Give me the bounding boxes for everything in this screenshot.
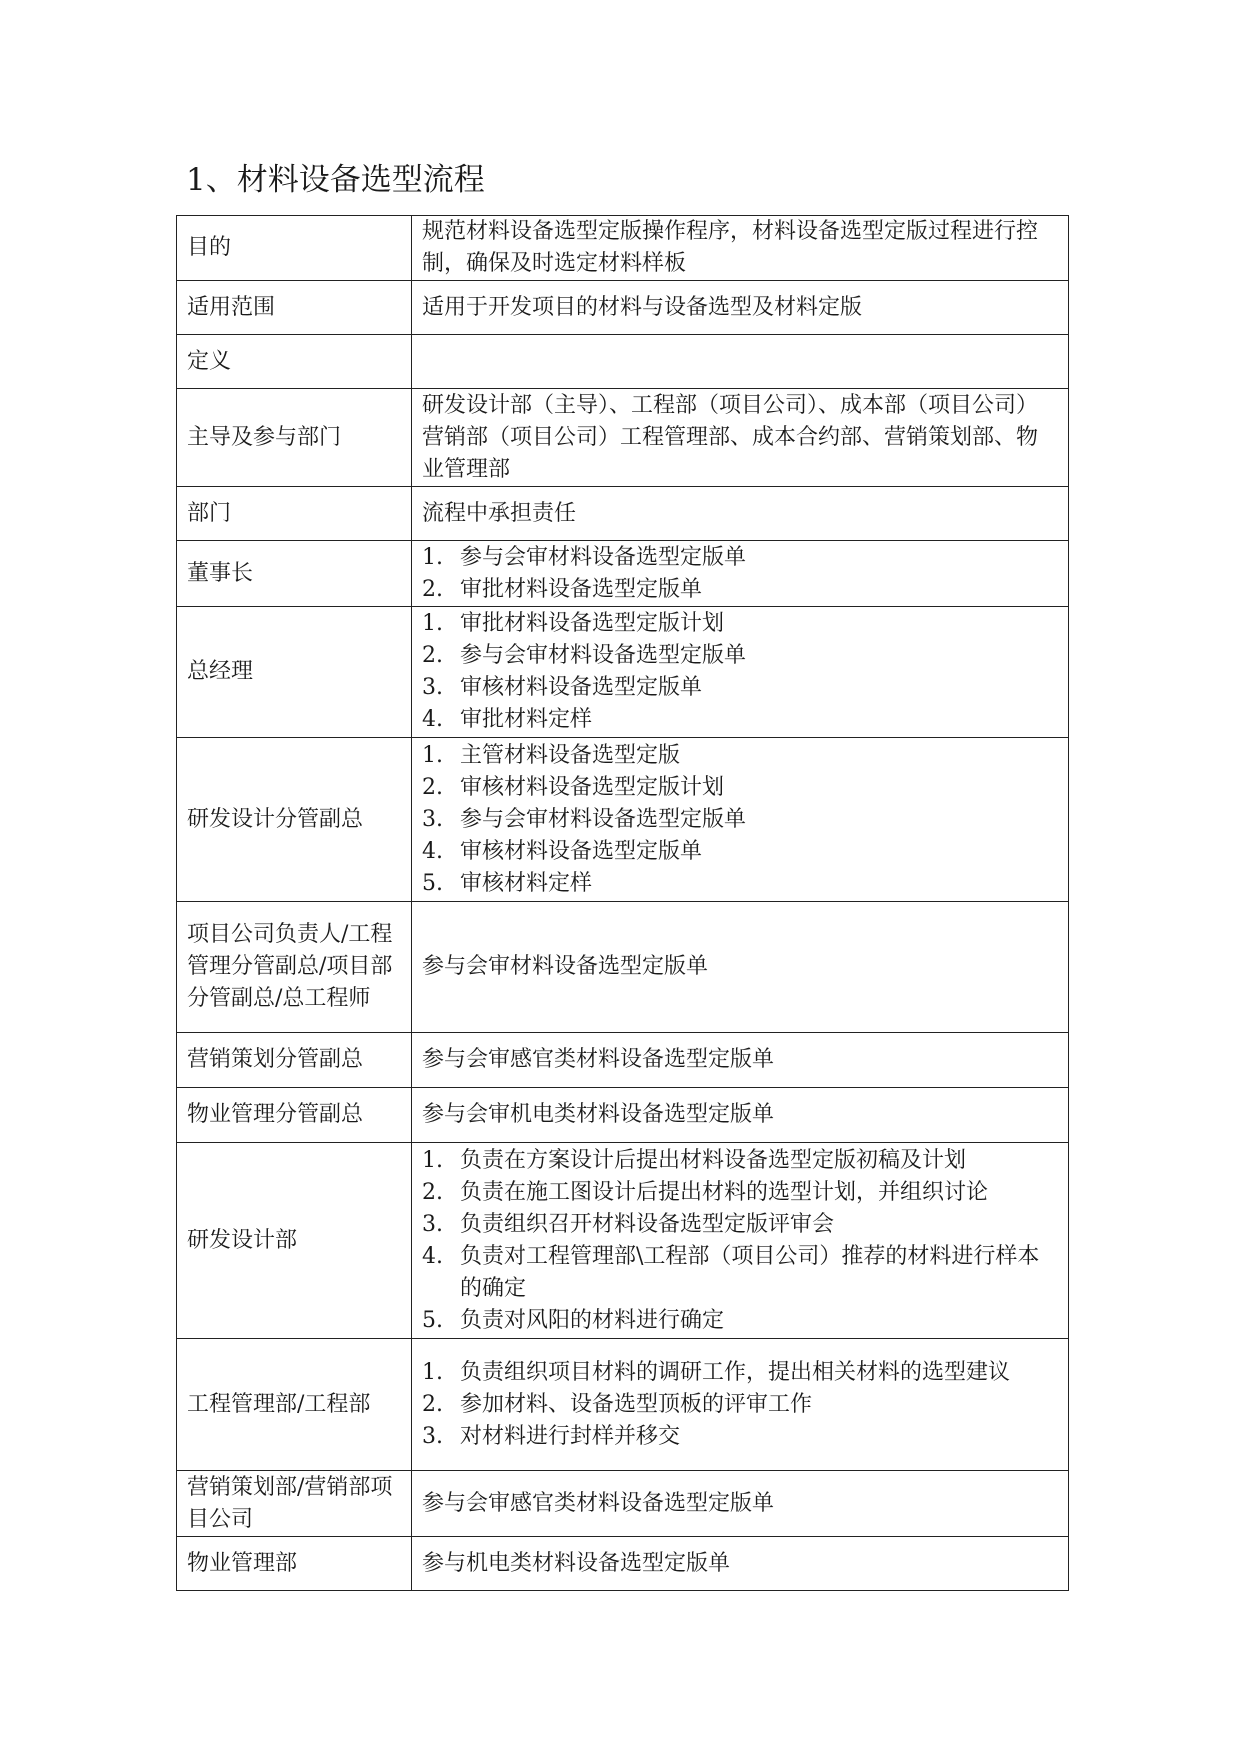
list-item (422, 672, 1058, 704)
list-item (422, 542, 1058, 574)
row-content: 研发设计部（主导）、工程部（项目公司）、成本部（项目公司）营销部（项目公司）工程管理部、成本合约部、营销策划部、物业管理部 (412, 389, 1069, 487)
list-number: 1. (422, 544, 443, 570)
row-label: 主导及参与部门 (177, 389, 412, 487)
list-text: 审核材料设备选型定版单 (460, 675, 703, 700)
list-text: 负责对风阳的材料进行确定 (460, 1307, 725, 1333)
table-row (177, 1033, 1069, 1088)
table-row (177, 216, 1069, 281)
row-label: 总经理 (177, 607, 412, 738)
list-text: 审核材料设备选型定版计划 (460, 774, 725, 800)
list-item (422, 1305, 1058, 1337)
list-text: 审批材料定样 (460, 707, 593, 732)
list-text: 负责对工程管理部\工程部（项目公司）推荐的材料进行样本的确定 (460, 1243, 1040, 1301)
row-content: 规范材料设备选型定版操作程序，材料设备选型定版过程进行控制，确保及时选定材料样板 (412, 216, 1069, 281)
list-text: 负责在施工图设计后提出材料的选型计划，并组织讨论 (460, 1179, 989, 1205)
list-text: 参与会审材料设备选型定版单 (460, 544, 747, 570)
list-text: 审批材料设备选型定版单 (460, 576, 703, 602)
list-item (422, 704, 1058, 736)
list-text: 审核材料设备选型定版单 (460, 838, 703, 864)
list-number: 2. (422, 576, 443, 602)
row-content: 适用于开发项目的材料与设备选型及材料定版 (412, 281, 1069, 335)
list-number: 3. (422, 1211, 443, 1237)
responsibility-list (422, 608, 1058, 736)
list-item (422, 1389, 1058, 1421)
list-number: 5. (422, 1307, 443, 1333)
list-number: 3. (422, 1423, 443, 1449)
list-text: 参加材料、设备选型顶板的评审工作 (460, 1391, 813, 1417)
row-label: 董事长 (177, 541, 412, 607)
row-content (412, 1143, 1069, 1339)
list-text: 审批材料设备选型定版计划 (460, 611, 725, 636)
list-number: 1. (422, 742, 443, 768)
page-title: 1、材料设备选型流程 (186, 162, 485, 198)
list-number: 1. (422, 611, 443, 636)
list-number: 2. (422, 1391, 443, 1417)
row-label: 工程管理部/工程部 (177, 1339, 412, 1471)
row-content (412, 1339, 1069, 1471)
responsibility-list (422, 740, 1058, 900)
table-row (177, 1471, 1069, 1537)
row-label: 营销策划部/营销部项目公司 (177, 1471, 412, 1537)
table-row (177, 1339, 1069, 1471)
list-item (422, 868, 1058, 900)
list-item (422, 1241, 1058, 1305)
table-row (177, 1088, 1069, 1143)
list-item (422, 640, 1058, 672)
list-item (422, 836, 1058, 868)
table-row (177, 738, 1069, 902)
list-number: 3. (422, 806, 443, 832)
list-item (422, 1421, 1058, 1453)
responsibility-list (422, 1145, 1058, 1337)
row-label: 项目公司负责人/工程管理分管副总/项目部分管副总/总工程师 (177, 902, 412, 1033)
responsibility-list (422, 1357, 1058, 1453)
table-row (177, 335, 1069, 389)
process-table-body (177, 216, 1069, 1591)
row-label: 物业管理部 (177, 1537, 412, 1591)
list-number: 5. (422, 870, 443, 896)
row-content (412, 607, 1069, 738)
table-row (177, 1537, 1069, 1591)
table-row (177, 541, 1069, 607)
list-text: 负责在方案设计后提出材料设备选型定版初稿及计划 (460, 1147, 967, 1173)
list-text: 对材料进行封样并移交 (460, 1423, 681, 1449)
table-row (177, 607, 1069, 738)
row-content (412, 738, 1069, 902)
process-table (176, 215, 1069, 1591)
list-item (422, 772, 1058, 804)
list-item (422, 608, 1058, 640)
list-text: 主管材料设备选型定版 (460, 742, 681, 768)
table-row (177, 1143, 1069, 1339)
row-content: 参与会审机电类材料设备选型定版单 (412, 1088, 1069, 1143)
list-item (422, 740, 1058, 772)
list-text: 审核材料定样 (460, 870, 593, 896)
list-number: 4. (422, 838, 443, 864)
table-row (177, 389, 1069, 487)
list-number: 4. (422, 1243, 443, 1269)
row-content (412, 541, 1069, 607)
list-number: 3. (422, 675, 443, 700)
list-item (422, 1209, 1058, 1241)
list-number: 1. (422, 1147, 443, 1173)
row-content: 参与机电类材料设备选型定版单 (412, 1537, 1069, 1591)
row-label: 适用范围 (177, 281, 412, 335)
list-item (422, 574, 1058, 606)
row-label: 部门 (177, 487, 412, 541)
responsibility-list (422, 542, 1058, 606)
row-label: 定义 (177, 335, 412, 389)
row-label: 物业管理分管副总 (177, 1088, 412, 1143)
list-text: 参与会审材料设备选型定版单 (460, 643, 747, 668)
row-label: 目的 (177, 216, 412, 281)
list-item (422, 1177, 1058, 1209)
table-row (177, 281, 1069, 335)
table-row (177, 487, 1069, 541)
row-content (412, 335, 1069, 389)
list-number: 2. (422, 643, 443, 668)
list-number: 2. (422, 1179, 443, 1205)
list-text: 负责组织项目材料的调研工作，提出相关材料的选型建议 (460, 1359, 1011, 1385)
list-item (422, 804, 1058, 836)
row-content: 参与会审感官类材料设备选型定版单 (412, 1471, 1069, 1537)
row-content: 参与会审感官类材料设备选型定版单 (412, 1033, 1069, 1088)
list-item (422, 1357, 1058, 1389)
list-text: 参与会审材料设备选型定版单 (460, 806, 747, 832)
table-row (177, 902, 1069, 1033)
row-label: 研发设计分管副总 (177, 738, 412, 902)
row-label: 营销策划分管副总 (177, 1033, 412, 1088)
list-number: 2. (422, 774, 443, 800)
row-label: 研发设计部 (177, 1143, 412, 1339)
list-text: 负责组织召开材料设备选型定版评审会 (460, 1211, 835, 1237)
list-number: 4. (422, 707, 443, 732)
list-number: 1. (422, 1359, 443, 1385)
list-item (422, 1145, 1058, 1177)
row-content: 参与会审材料设备选型定版单 (412, 902, 1069, 1033)
row-content: 流程中承担责任 (412, 487, 1069, 541)
